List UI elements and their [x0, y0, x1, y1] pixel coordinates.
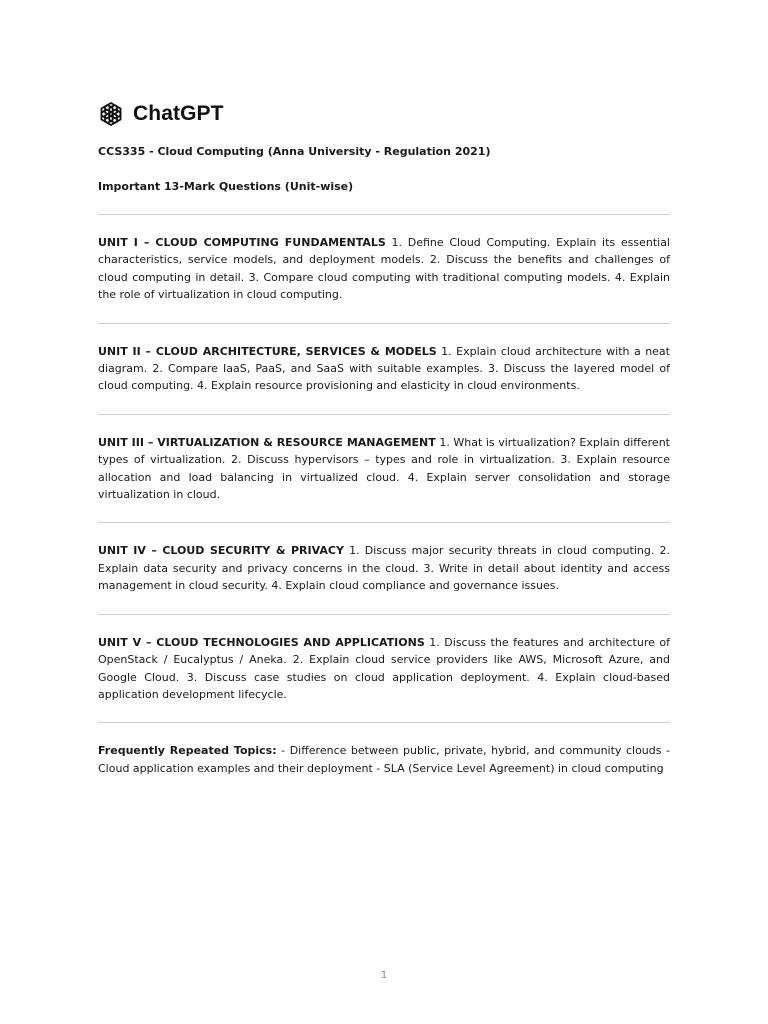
- unit-5-section: [98, 634, 670, 704]
- divider: [98, 414, 670, 415]
- unit-5-heading: UNIT V – CLOUD TECHNOLOGIES AND APPLICATIONS: [98, 635, 425, 649]
- page-number: 1: [380, 970, 388, 981]
- brand-header: [98, 99, 670, 129]
- unit-2-heading: UNIT II – CLOUD ARCHITECTURE, SERVICES & MODELS: [98, 344, 437, 358]
- unit-3-text: 1. What is virtualization? Explain different types of virtualization. 2. Discuss hypervisors – types and role in virtualization. 3. Explain resource allocation and load balancing in virtualized cloud. 4. Explain server consolidation and storage virtualization in cloud.: [98, 435, 670, 502]
- divider: [98, 323, 670, 324]
- unit-3-section: [98, 434, 670, 504]
- divider: [98, 522, 670, 523]
- document-subtitle: Important 13-Mark Questions (Unit-wise): [98, 180, 354, 193]
- unit-5-text: 1. Discuss the features and architecture of OpenStack / Eucalyptus / Aneka. 2. Explain cloud service providers like AWS, Microsoft Azure, and Google Cloud. 3. Discuss case studies on cloud application deployment. 4. Explain cloud-based application development lifecycle.: [98, 635, 670, 701]
- divider: [98, 214, 670, 215]
- document-page: [98, 99, 670, 777]
- unit-4-text: 1. Discuss major security threats in cloud computing. 2. Explain data security and privacy concerns in the cloud. 3. Write in detail about identity and access management in cloud security. 4. Explain cloud compliance and governance issues.: [98, 544, 670, 593]
- openai-logo-icon: [98, 101, 124, 127]
- unit-1-section: [98, 234, 670, 304]
- frequent-topics-text: - Difference between public, private, hybrid, and community clouds - Cloud application examples and their deployment - SLA (Service Level Agreement) in cloud computing: [98, 744, 670, 775]
- unit-1-heading: UNIT I – CLOUD COMPUTING FUNDAMENTALS: [98, 236, 386, 249]
- divider: [98, 722, 670, 723]
- frequent-topics-section: [98, 742, 670, 777]
- frequent-topics-heading: Frequently Repeated Topics:: [98, 744, 277, 758]
- unit-4-heading: UNIT IV – CLOUD SECURITY & PRIVACY: [98, 544, 344, 558]
- unit-4-section: [98, 542, 670, 594]
- divider: [98, 614, 670, 615]
- unit-2-text: 1. Explain cloud architecture with a neat diagram. 2. Compare IaaS, PaaS, and SaaS with suitable examples. 3. Discuss the layered model of cloud computing. 4. Explain resource provisioning and elasticity in cloud environments.: [98, 344, 670, 393]
- document-title: CCS335 - Cloud Computing (Anna University - Regulation 2021): [98, 145, 491, 158]
- unit-1-text: 1. Define Cloud Computing. Explain its essential characteristics, service models, and deployment models. 2. Discuss the benefits and challenges of cloud computing in detail. 3. Compare cloud computing with traditional computing models. 4. Explain the role of virtualization in cloud computing.: [98, 236, 670, 302]
- unit-2-section: [98, 343, 670, 395]
- brand-name: ChatGPT: [133, 102, 224, 125]
- unit-3-heading: UNIT III – VIRTUALIZATION & RESOURCE MANAGEMENT: [98, 435, 436, 449]
